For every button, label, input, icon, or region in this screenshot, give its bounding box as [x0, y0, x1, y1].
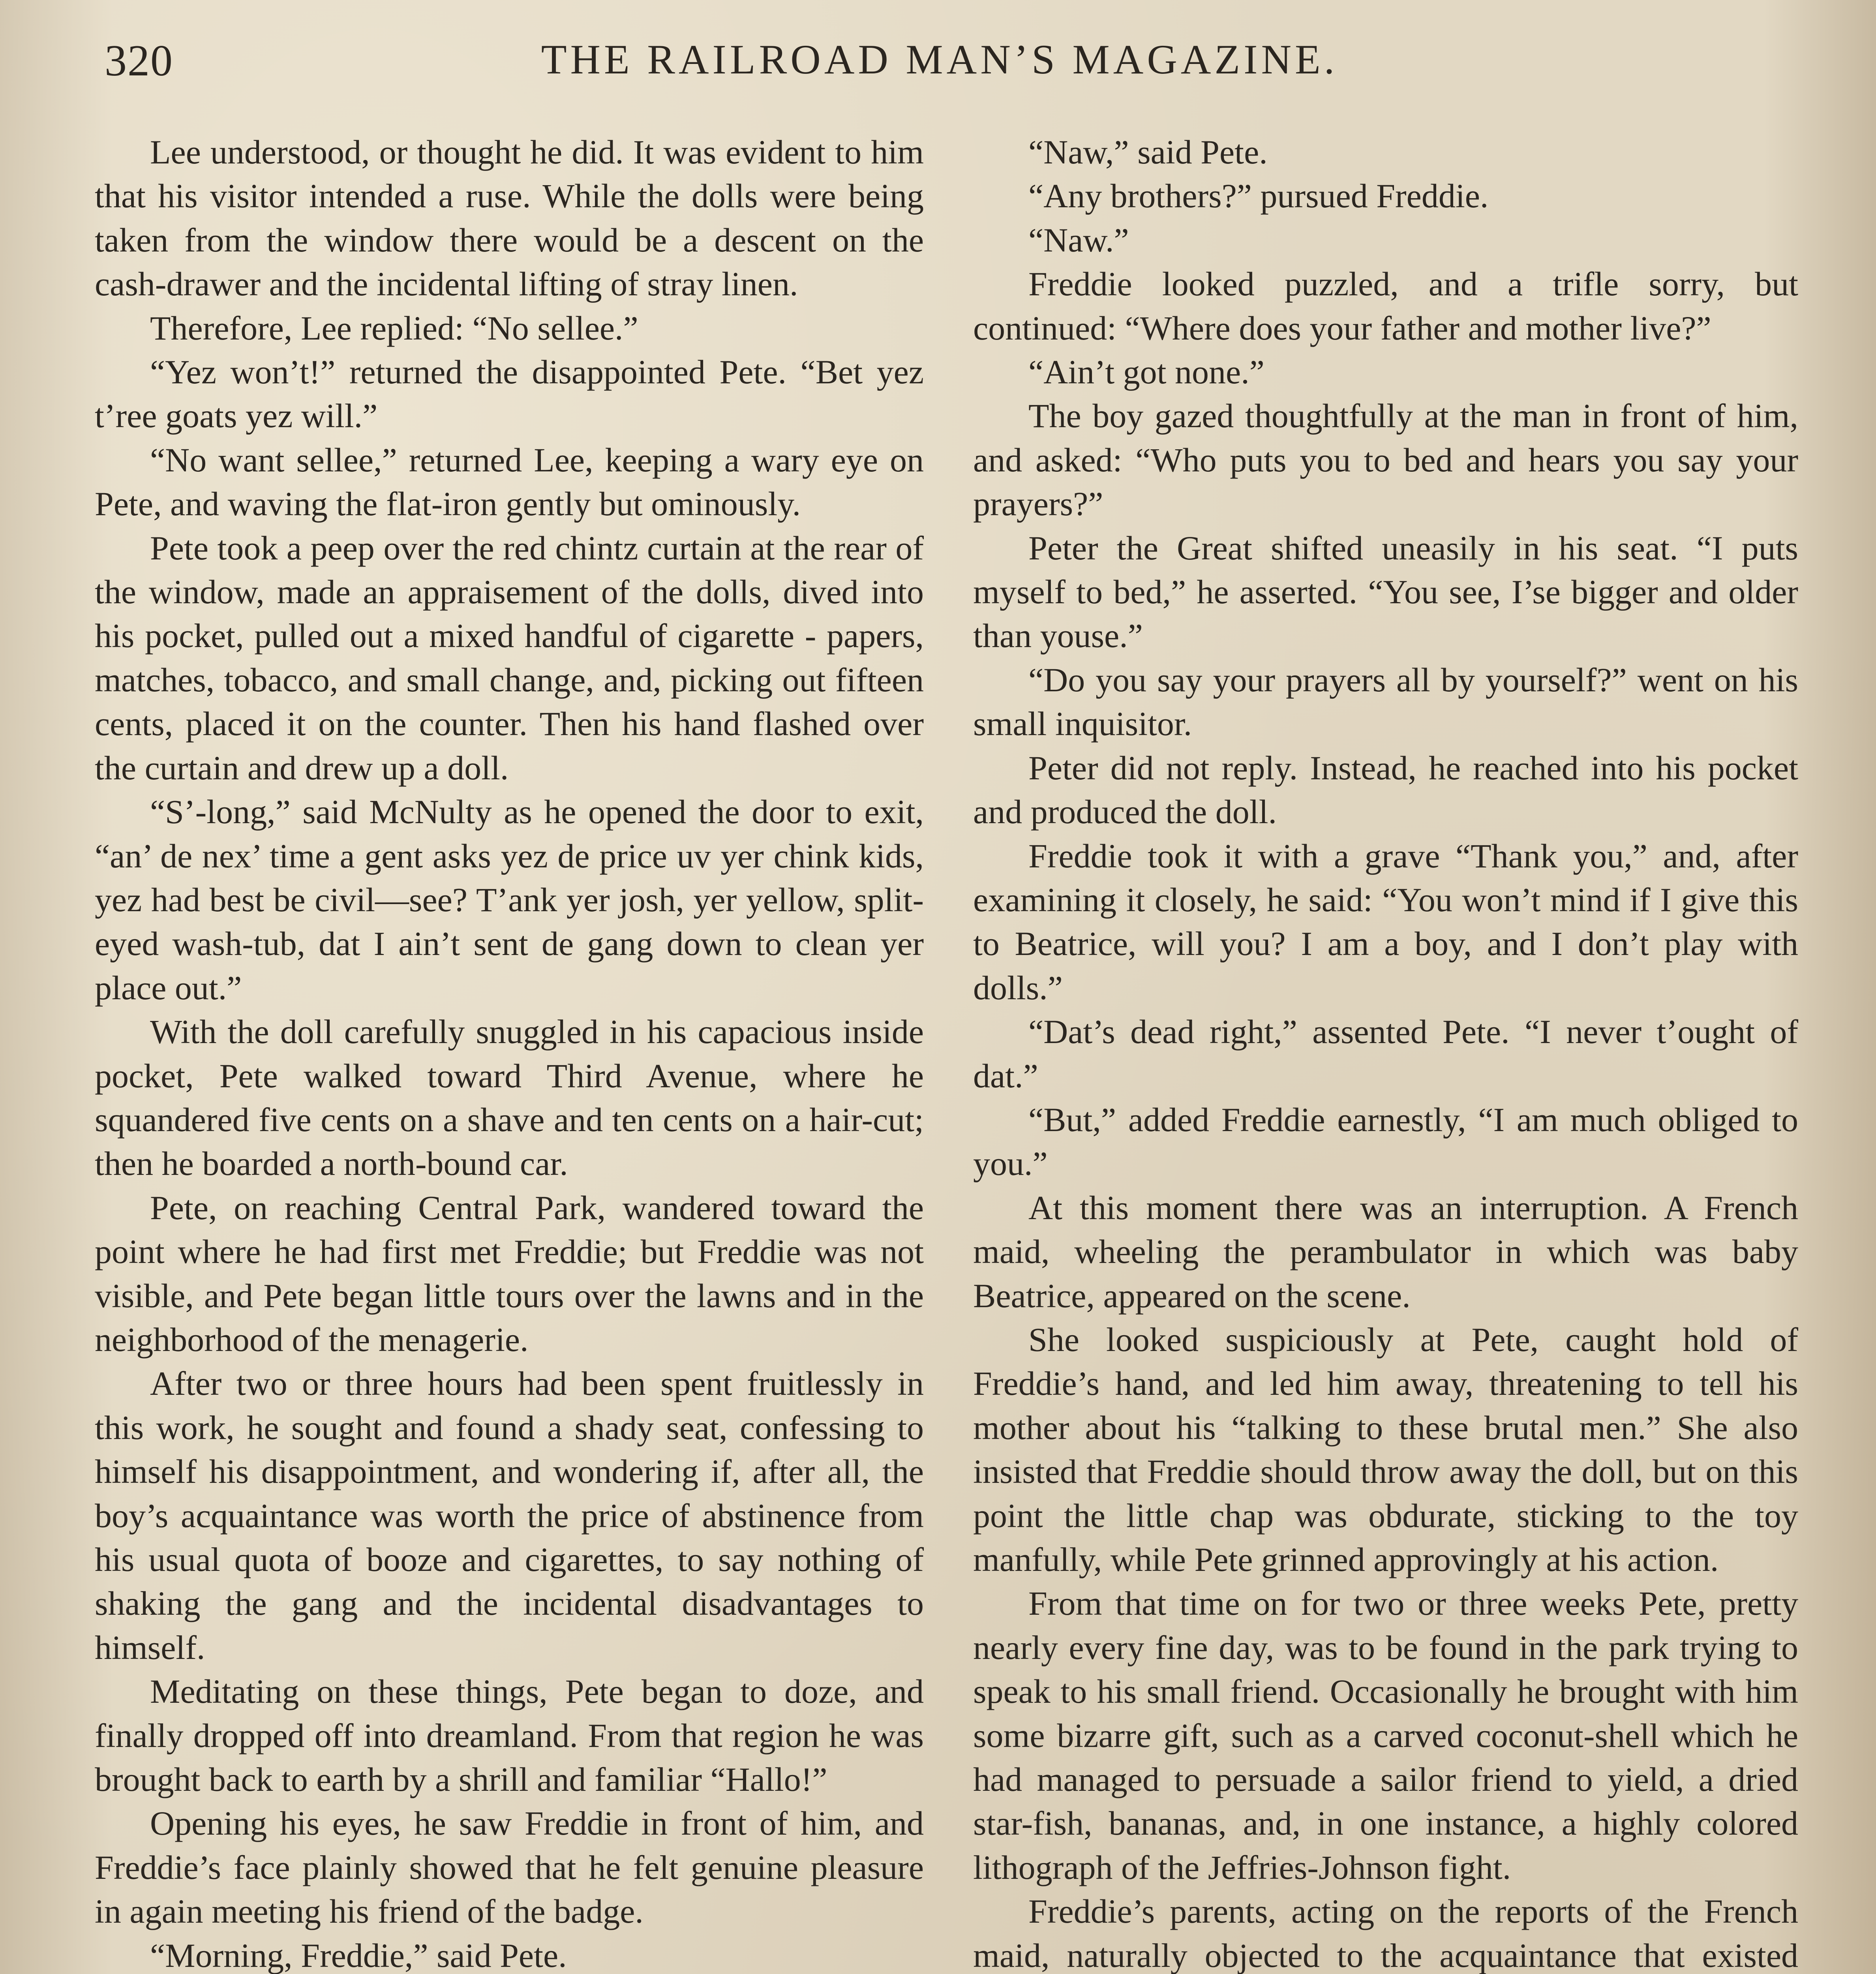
paragraph: Peter the Great shifted uneasily in his seat. “I puts myself to bed,” he asserted. “You see, I’se bigger and older than youse.” [973, 529, 1798, 655]
paragraph: “Naw.” [1028, 221, 1129, 259]
running-title: THE RAILROAD MAN’S MAGAZINE. [541, 36, 1338, 83]
paragraph: Freddie’s parents, acting on the reports of the French maid, naturally objected to the acquaintance that existed [973, 1892, 1798, 1974]
paragraph: Peter did not reply. Instead, he reached into his pocket and produced the doll. [973, 749, 1798, 831]
paragraph: “No want sellee,” returned Lee, keeping a wary eye on Pete, and waving the flat-iron gently but ominously. [95, 441, 924, 523]
paragraph: After two or three hours had been spent fruitlessly in this work, he sought and found a shady seat, confessing to himself his disappointment, and wondering if, after all, the boy’s acquaintance was worth the price of abstinence from his usual quota of booze and cigarettes, to say nothing of shaking the gang and the incidental disadvantages to himself. [95, 1364, 924, 1666]
paragraph: “Do you say your prayers all by yourself?” went on his small inquisitor. [973, 661, 1798, 743]
paragraph: Freddie took it with a grave “Thank you,” and, after examining it closely, he said: “You won’t mind if I give this to Beatrice, will you? I am a boy, and I don’t play with dolls.” [973, 837, 1798, 1007]
paragraph: “Naw,” said Pete. [1028, 133, 1268, 171]
paragraph: Therefore, Lee replied: “No sellee.” [150, 309, 638, 347]
paragraph: With the doll carefully snuggled in his capacious inside pocket, Pete walked toward Third Avenue, where he squandered five cents on a shave and ten cents on a hair-cut; then he boarded a north-bound car. [95, 1013, 924, 1183]
paragraph: “Morning, Freddie,” said Pete. [150, 1936, 567, 1974]
paragraph: From that time on for two or three weeks Pete, pretty nearly every fine day, was to be found in the park trying to speak to his small friend. Occasionally he brought with him some bizarre gift, such as a carved coconut-shell which he had managed to persuade a sailor friend to yield, a dried star-fish, bananas, and, in one instance, a highly colored lithograph of the Jeffries-Johnson fight. [973, 1584, 1798, 1886]
paragraph: She looked suspiciously at Pete, caught hold of Freddie’s hand, and led him away, threatening to tell his mother about his “talking to these brutal men.” She also insisted that Freddie should throw away the doll, but on this point the little chap was obdurate, sticking to the toy manfully, while Pete grinned approvingly at his action. [973, 1320, 1798, 1578]
paragraph: “S’-long,” said McNulty as he opened the door to exit, “an’ de nex’ time a gent asks yez de price uv yer chink kids, yez had best be civil—see? T’ank yer josh, yer yellow, split-eyed wash-tub, dat I ain’t sent de gang down to clean yer place out.” [95, 793, 924, 1007]
paragraph: At this moment there was an interruption. A French maid, wheeling the perambulator in which was baby Beatrice, appeared on the scene. [973, 1188, 1798, 1315]
paragraph: “Ain’t got none.” [1028, 353, 1264, 391]
paragraph: “Any brothers?” pursued Freddie. [1028, 177, 1489, 215]
paragraph: The boy gazed thoughtfully at the man in front of him, and asked: “Who puts you to bed and hears you say your prayers?” [973, 397, 1798, 523]
right-column [973, 130, 1798, 1974]
page-header [105, 32, 1775, 91]
paragraph: Meditating on these things, Pete began to doze, and finally dropped off into dreamland. From that region he was brought back to earth by a shrill and familiar “Hallo!” [95, 1672, 924, 1799]
page-number: 320 [105, 36, 173, 85]
paragraph: Pete took a peep over the red chintz curtain at the rear of the window, made an appraisement of the dolls, dived into his pocket, pulled out a mixed handful of cigarette - papers, matches, tobacco, and small change, and, picking out fifteen cents, placed it on the counter. Then his hand flashed over the curtain and drew up a doll. [95, 529, 924, 787]
paragraph: “But,” added Freddie earnestly, “I am much obliged to you.” [973, 1100, 1798, 1183]
paragraph: Lee understood, or thought he did. It was evident to him that his visitor intended a ruse. While the dolls were being taken from the window there would be a descent on the cash-drawer and the incidental lifting of stray linen. [95, 133, 924, 303]
paragraph: Freddie looked puzzled, and a trifle sorry, but continued: “Where does your father and mother live?” [973, 265, 1798, 347]
paragraph: “Dat’s dead right,” assented Pete. “I never t’ought of dat.” [973, 1013, 1798, 1095]
paragraph: Pete, on reaching Central Park, wandered toward the point where he had first met Freddie; but Freddie was not visible, and Pete began little tours over the lawns and in the neighborhood of the menagerie. [95, 1188, 924, 1359]
left-column [95, 130, 924, 1974]
paragraph: Opening his eyes, he saw Freddie in front of him, and Freddie’s face plainly showed that he felt genuine pleasure in again meeting his friend of the badge. [95, 1804, 924, 1931]
paragraph: “Yez won’t!” returned the disappointed Pete. “Bet yez t’ree goats yez will.” [95, 353, 924, 435]
